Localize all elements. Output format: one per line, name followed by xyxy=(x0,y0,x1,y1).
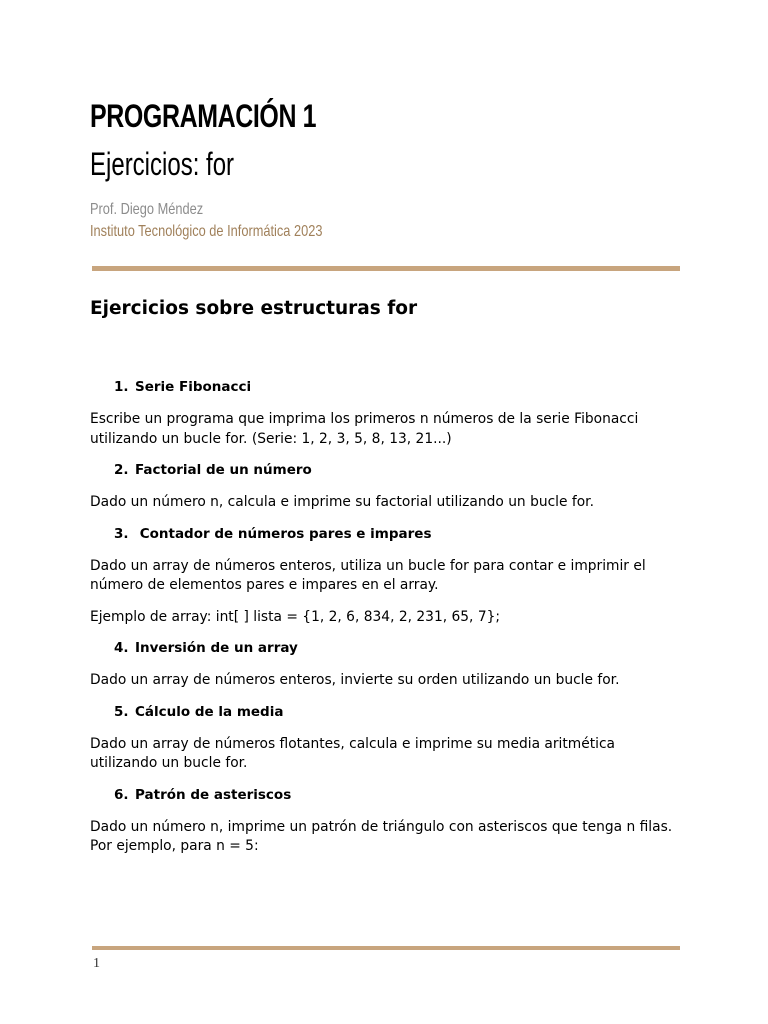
exercise-number: 6. xyxy=(114,786,129,803)
exercise-title-text: Serie Fibonacci xyxy=(135,379,252,395)
exercise-number: 2. xyxy=(114,462,129,478)
course-title: PROGRAMACIÓN 1 xyxy=(90,98,317,134)
header-divider xyxy=(92,266,680,271)
exercise-title xyxy=(90,786,680,805)
exercise-title-text: Inversión de un array xyxy=(135,640,298,656)
exercise-description: Escribe un programa que imprima los primeros n números de la serie Fibonacci utilizando un bucle for. (Serie: 1, 2, 3, 5, 8, 13, 21...) xyxy=(90,411,639,447)
exercise-title-text: Contador de números pares e impares xyxy=(135,525,432,542)
footer-divider xyxy=(92,946,680,950)
exercise-title xyxy=(90,461,680,480)
exercise-example: Ejemplo de array: int[ ] lista = {1, 2, 6, 834, 2, 231, 65, 7}; xyxy=(90,608,501,625)
exercise-title-text: Cálculo de la media xyxy=(135,703,284,720)
exercise-title-text: Patrón de asteriscos xyxy=(135,786,292,803)
document-body xyxy=(90,296,680,869)
exercise-description: Dado un array de números enteros, invierte su orden utilizando un bucle for. xyxy=(90,672,620,688)
exercise-number: 3. xyxy=(114,525,129,542)
exercise-description: Dado un array de números flotantes, calcula e imprime su media aritmética utilizando un bucle for. xyxy=(90,735,615,771)
exercise-title xyxy=(90,378,680,397)
exercise-number: 5. xyxy=(114,703,129,720)
document-subtitle: Ejercicios: for xyxy=(90,146,235,182)
exercise-title-text: Factorial de un número xyxy=(135,462,312,478)
author-name: Prof. Diego Méndez xyxy=(90,201,204,218)
exercise-title xyxy=(90,639,680,658)
exercise-number: 4. xyxy=(114,640,129,656)
exercise-description: Dado un número n, calcula e imprime su factorial utilizando un bucle for. xyxy=(90,494,594,510)
exercise-description: Dado un array de números enteros, utiliza un bucle for para contar e imprimir el número de elementos pares e impares en el array. xyxy=(90,557,646,593)
exercise-description: Dado un número n, imprime un patrón de triángulo con asteriscos que tenga n filas. Por ejemplo, para n = 5: xyxy=(90,818,673,854)
institute-name: Instituto Tecnológico de Informática 2023 xyxy=(90,223,323,240)
page-number: 1 xyxy=(93,956,100,971)
exercise-title xyxy=(90,525,680,544)
section-heading: Ejercicios sobre estructuras for xyxy=(90,298,418,319)
exercise-number: 1. xyxy=(114,379,129,395)
exercise-title xyxy=(90,703,680,722)
